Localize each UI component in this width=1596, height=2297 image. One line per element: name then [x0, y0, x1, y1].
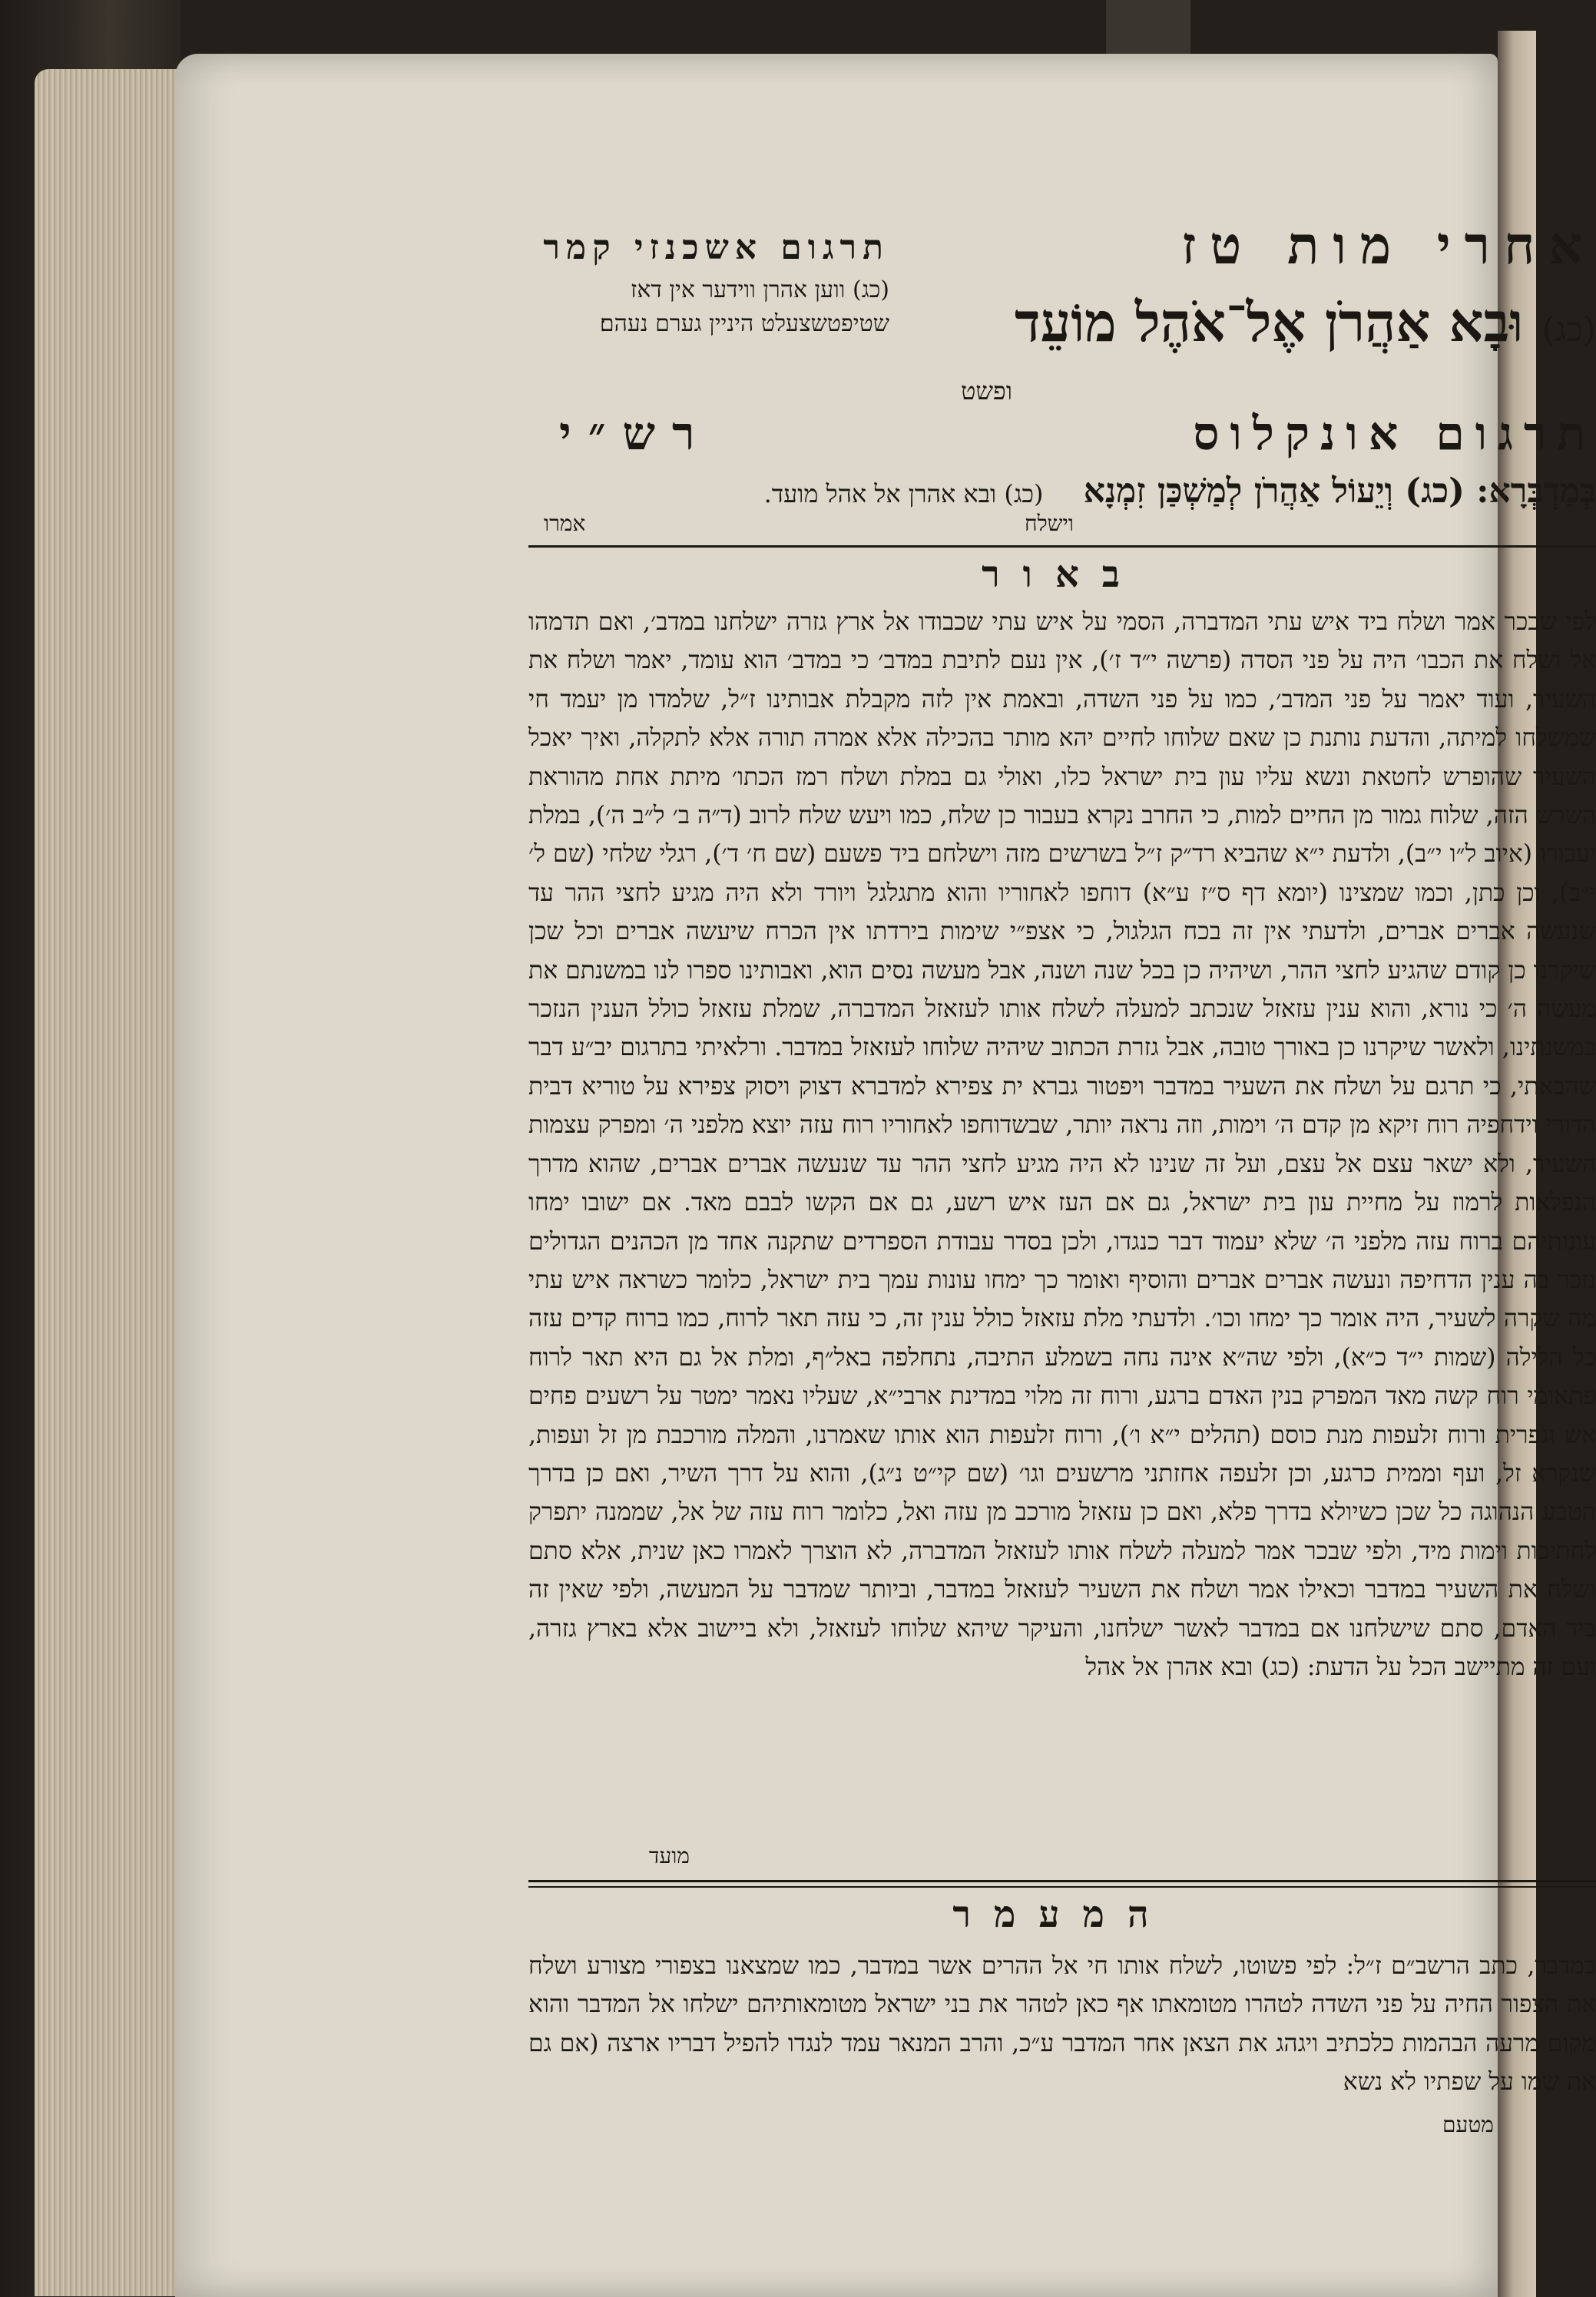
onkelos-rashi-line — [528, 468, 1596, 517]
torah-verse — [905, 284, 1596, 369]
page-header — [528, 215, 1596, 538]
hameamer-commentary: במדבר, כתב הרשב״ם ז״ל: לפי פשוטו, לשלח אותו חי אל ההרים אשר במדבר, כמו שמצאנו בצפורי מצורע ושלח את הצפור החיה על פני השדה לטהרו מטומאתו אף כאן לטהר את בני ישראל מטומאותיהם ישלחו אל המדבר והוא מקום מרעה הבהמות כלכתיב ויגהג את הצאן אחר המדבר ע״כ, והרב המנאר עמד לנגדו להפיל דבריו ארצה (אם גם את שמו על שפתיו לא נשא — [528, 1952, 1596, 2097]
rashi-title: רש״י — [559, 407, 712, 461]
torah-text-block — [905, 215, 1596, 369]
biur-title: באור — [982, 553, 1143, 596]
binding-tab — [1106, 0, 1190, 54]
verse-number: (כג) — [1541, 310, 1596, 349]
onkelos-verse: בְּמַדְבְּרָא: (כג) וְיֵעוֹל אַהֲרֹן לְמַשְׁכַּן זִמְנָא — [1083, 472, 1596, 511]
onkelos-catchword: וישלח — [1025, 511, 1074, 536]
rashi-lead: (כג) ובא אהרן אל אהל מועד. — [763, 479, 1044, 508]
section-divider-bottom — [528, 1886, 1596, 1888]
page-edges — [35, 69, 180, 2296]
ashkenaz-text: (כג) ווען אהרן ווידער אין דאז שטיפטשצעלט היניין גערם נעהם׃ — [599, 276, 889, 337]
verse-subnote: ופשט — [961, 376, 1012, 405]
onkelos-title: תרגום אונקלוס — [1193, 407, 1596, 461]
ashkenaz-translation — [528, 223, 889, 341]
section-divider-top — [528, 1880, 1596, 1882]
ashkenaz-title: תרגום אשכנזי קמר — [543, 228, 889, 267]
header-divider — [528, 545, 1596, 548]
rashi-catchword: אמרו — [544, 511, 586, 536]
parasha-title: אחרי מות טז — [1181, 215, 1596, 276]
hameamer-catchword: מטעם — [1442, 2112, 1494, 2137]
book-page — [175, 54, 1596, 2297]
biur-commentary: לפי שבכר אמר ושלח ביד איש עתי המדברה, הסמי על איש עתי שכבודו אל ארץ גזרה ישלחנו במדב׳, ואם תדמהו אל ושלח את הכבו׳ היה על פני הסדה (פרשה י״ד ז׳), אין נעם לתיבת במדב׳ כי במדב׳ הוא עומד, יאמר ושלח את השעיר, ועוד יאמר על פני המדב׳, כמו על פני השדה, ובאמת אין לזה מקבלת אבותינו ז״ל, שלמדו מן יעמד חי שמשלחו למיתה, והדעת נותנת כן שאם שלוחו לחיים יהא מותר בהכילה אלא אמרה תורה אלא לתקלה, ואיך יאכל השעיר שהופרש לחטאת ונשא עליו עון בית ישראל כלו, ואולי גם במלת ושלח רמז הכתו׳ מיתת אחת מהוראת השרש הזה, שלוח גמור מן החיים למות, כי החרב נקרא בעבור כן שלח, כמו ויעש שלח לרוב (ד״ה ב׳ ל״ב ה׳), במלת יעבורו (איוב ל״ו י״ב), ולדעת י״א שהביא רד״ק ז״ל בשרשים מזה וישלחם ביד פשעם (שם ח׳ ד׳), רגלי שלחי (שם ל׳ י״ב), וכן כתן, וכמו שמצינו (יומא דף ס״ז ע״א) דוחפו לאחוריו והוא מתגלגל ויורד ולא היה מגיע לחצי ההר עד שנעשה אברים אברים, ולדעתי אין זה בכח הגלגול, כי אצפ״י שימות בירדתו אין הכרח שיעשה אברים וכל שכן שיקרנו כן קודם שהגיע לחצי ההר, ושיהיה כן בכל שנה ושנה, אבל מעשה נסים הוא, ואבותינו ספרו לנו במשנתם את מעשה ה׳ כי נורא, והוא ענין עזאזל שנכתב למעלה לשלח אותו לעזאזל המדברה, שמלת עזאזל כולל הענין הנזכר במשנתינו, ולאשר שיקרנו כן באורך טובה, אבל גזרת הכתוב שיהיה שלוחו לעזאזל במדבר. ורלאיתי בתרגום יב״ע דבר שהבאתי, כי תרגם על ושלח את השעיר במדבר ויפטור גברא ית צפירא למדברא דצוק ויסוק צפירא על טוריא דבית הדורי וידחפיה רוח זיקא מן קדם ה׳ וימות, וזה נראה יותר, שבשדוחפו לאחוריו רוח עזה יוצא מלפני ה׳ ומפרק עצמות השעיר, ולא ישאר עצם אל עצם, ועל זה שנינו לא היה מגיע לחצי ההר עד שנעשה אברים אברים, שהוא מדרך הנפלאות לרמוז על מחיית עון בית ישראל, גם אם העז איש רשע, גם אם הקשו לבבם מאד. אם ישובו ימחו עונותיהם ברוח עזה מלפני ה׳ שלא יעמוד דבר כנגדו, ולכן בסדר עבודת הספרדים שתקנה אחד מן הכהנים הגדולים נזכר בה ענין הדחיפה ונעשה אברים אברים והוסיף ואומר כך ימחו עונות עמך בית ישראל, כלומר כשראה איש עתי מה שקרה לשעיר, היה אומר כך ימחו וכו׳. ולדעתי מלת עזאזל כולל ענין זה, כי עזה תאר לרוח, כמו ברוח קדים עזה כל הלילה (שמות י״ד כ״א), ולפי שה״א אינה נחה בשמלע התיבה, נתחלפה באל״ף, ומלת אל גם היא תאר לרוח פתאומי רוח קשה מאד המפרק בנין האדם ברגע, ורוח זה מלוי במדינת ארבי״א, שעליו נאמר ימטר על רשעים פחים אש וגפרית ורוח זלעפות מנת כוסם (תהלים י״א ו׳), ורוח זלעפות הוא אותו שאמרנו, והמלה מורכבת מן זל ועפות, שנקרא זל, ועף וממית כרגע, וכן זלעפה אחזתני מרשעים וגו׳ (שם קי״ט נ״ג), והוא על דרך השיר, ואם כן בדרך הטבע הנהוגה כל שכן כשיולא בדרך פלא, ואם כן עזאזל מורכב מן עזה ואל, כלומר רוח עזה של אל, שממנה יתפרק לחתיכות וימות מיד, ולפי שבכר אמר למעלה לשלח אותו לעזאזל המדברה, לא הוצרך לאמרו כאן שנית, אלא סתם ושלח את השעיר במדבר וכאילו אמר ושלח את השעיר לעזאזל במדבר, וביותר שמדבר על המעשה, ולפי שאין זה ביד האדם, סתם שישלחנו אם במדבר לאשר ישלחנו, והעיקר שיהא שלוחו לעזאזל, ולא ביישוב אלא בארץ גזרה, ועם זה מתיישב הכל על הדעת: (כג) ובא אהרן אל אהל — [528, 608, 1596, 1681]
biur-catchword: מועד — [648, 1843, 690, 1868]
verse-text: וּבָא אַהֲרֹן אֶל־אֹהֶל מוֹעֵד — [1014, 290, 1524, 354]
hameamer-title: המעמר — [952, 1893, 1172, 1936]
